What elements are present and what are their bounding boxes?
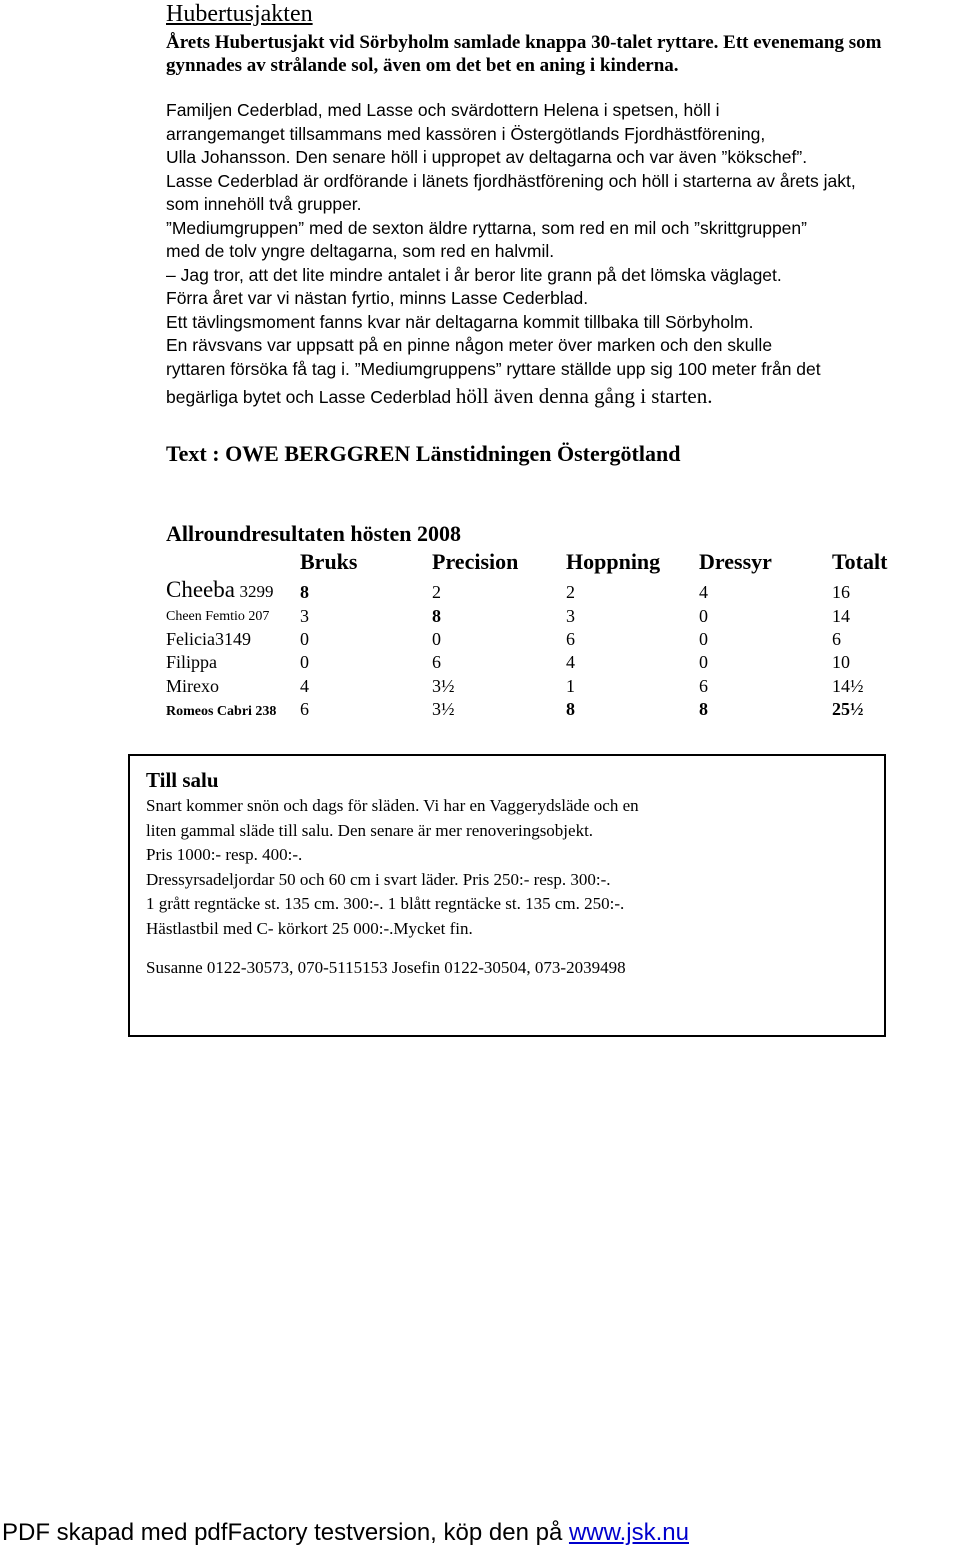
article-line: Familjen Cederblad, med Lasse och svärdottern Helena i spetsen, höll i xyxy=(166,100,720,120)
article-line: Ett tävlingsmoment fanns kvar när deltagarna kommit tillbaka till Sörbyholm. xyxy=(166,311,754,332)
cell-dressyr: 8 xyxy=(699,699,708,719)
for-sale-contact: Susanne 0122-30573, 070-5115153 Josefin 0122-30504, 073-2039498 xyxy=(146,958,626,977)
header-dressyr: Dressyr xyxy=(699,549,772,574)
article-title: Hubertusjakten xyxy=(166,1,313,27)
for-sale-line: Dressyrsadeljordar 50 och 60 cm i svart läder. Pris 250:- resp. 300:-. xyxy=(146,869,611,889)
cell-hoppning: 6 xyxy=(566,629,575,649)
for-sale-box xyxy=(128,754,886,1037)
cell-bruks: 8 xyxy=(300,582,309,602)
for-sale-title: Till salu xyxy=(146,768,219,792)
for-sale-line: Snart kommer snön och dags för släden. Vi har en Vaggerydsläde och en xyxy=(146,796,639,815)
cell-totalt: 14½ xyxy=(832,676,864,696)
footer-text: PDF skapad med pdfFactory testversion, köp den på xyxy=(2,1519,569,1546)
horse-number: 3299 xyxy=(239,582,274,601)
article-last-line-serif: höll även denna gång i starten. xyxy=(455,384,713,408)
for-sale-line: liten gammal släde till salu. Den senare är mer renoveringsobjekt. xyxy=(146,820,594,840)
cell-totalt: 14 xyxy=(832,606,850,626)
cell-precision: 6 xyxy=(432,652,441,672)
for-sale-line: Pris 1000:- resp. 400:-. xyxy=(146,845,303,864)
cell-dressyr: 0 xyxy=(699,629,708,649)
cell-bruks: 0 xyxy=(300,652,309,672)
article-line: ”Mediumgruppen” med de sexton äldre ryttarna, som red en mil och ”skrittgruppen” xyxy=(166,217,807,238)
cell-dressyr: 0 xyxy=(699,606,708,626)
article-line: Lasse Cederblad är ordförande i länets fjordhästförening och höll i starterna av årets jakt, xyxy=(166,170,856,191)
cell-precision: 8 xyxy=(432,606,441,626)
article-line: Förra året var vi nästan fyrtio, minns Lasse Cederblad. xyxy=(166,288,589,308)
article-line: En rävsvans var uppsatt på en pinne någon meter över marken och den skulle xyxy=(166,335,773,355)
horse-name: Cheen Femtio 207 xyxy=(166,609,270,624)
cell-hoppning: 3 xyxy=(566,606,575,626)
header-bruks: Bruks xyxy=(300,549,358,574)
cell-hoppning: 8 xyxy=(566,699,575,719)
cell-precision: 3½ xyxy=(432,676,455,696)
header-totalt: Totalt xyxy=(832,549,888,574)
article-line: Ulla Johansson. Den senare höll i uppropet av deltagarna och var även ”kökschef”. xyxy=(166,147,808,167)
article-last-line-sans: begärliga bytet och Lasse Cederblad xyxy=(166,387,456,407)
horse-name: Mirexo xyxy=(166,676,219,696)
header-precision: Precision xyxy=(432,549,519,574)
cell-precision: 0 xyxy=(432,629,441,649)
article-line: med de tolv yngre deltagarna, som red en halvmil. xyxy=(166,241,555,261)
cell-hoppning: 4 xyxy=(566,652,575,672)
result-row-name xyxy=(166,577,274,602)
byline: Text : OWE BERGGREN Länstidningen Östergötland xyxy=(166,441,681,466)
footer-link[interactable]: www.jsk.nu xyxy=(568,1519,689,1546)
article-line: som innehöll två grupper. xyxy=(166,194,362,214)
cell-bruks: 3 xyxy=(300,606,309,626)
cell-totalt: 16 xyxy=(832,582,850,602)
horse-name: Filippa xyxy=(166,652,218,672)
for-sale-line: Hästlastbil med C- körkort 25 000:-.Mycket fin. xyxy=(146,918,473,938)
cell-precision: 2 xyxy=(432,582,441,602)
article-body xyxy=(166,99,960,410)
cell-dressyr: 4 xyxy=(699,582,708,602)
header-hoppning: Hoppning xyxy=(566,549,661,574)
pdf-footer xyxy=(2,1519,689,1547)
cell-bruks: 6 xyxy=(300,699,309,719)
article-intro: Årets Hubertusjakt vid Sörbyholm samlade knappa 30-talet ryttare. Ett evenemang som gynnades av strålande sol, även om det bet en aning i kinderna. xyxy=(166,32,882,76)
article-line: – Jag tror, att det lite mindre antalet i år beror lite grann på det lömska väglaget. xyxy=(166,264,782,285)
cell-totalt: 6 xyxy=(832,629,841,649)
cell-dressyr: 6 xyxy=(699,676,708,696)
cell-bruks: 0 xyxy=(300,629,309,649)
article-line: ryttaren försöka få tag i. ”Mediumgruppens” ryttare ställde upp sig 100 meter från det xyxy=(166,358,821,379)
article-line: arrangemanget tillsammans med kassören i Östergötlands Fjordhästförening, xyxy=(166,123,766,144)
cell-dressyr: 0 xyxy=(699,652,708,672)
for-sale-text xyxy=(146,794,639,941)
article-last-line xyxy=(166,385,960,410)
cell-hoppning: 1 xyxy=(566,676,575,696)
horse-name: Felicia3149 xyxy=(166,629,251,649)
for-sale-line: 1 grått regntäcke st. 135 cm. 300:-. 1 blått regntäcke st. 135 cm. 250:-. xyxy=(146,894,625,913)
cell-hoppning: 2 xyxy=(566,582,575,602)
horse-name: Cheeba xyxy=(166,577,235,602)
cell-totalt: 25½ xyxy=(832,699,864,719)
cell-precision: 3½ xyxy=(432,699,455,719)
cell-bruks: 4 xyxy=(300,676,309,696)
cell-totalt: 10 xyxy=(832,652,850,672)
horse-name: Romeos Cabri 238 xyxy=(166,704,277,719)
results-title: Allroundresultaten hösten 2008 xyxy=(166,521,462,546)
